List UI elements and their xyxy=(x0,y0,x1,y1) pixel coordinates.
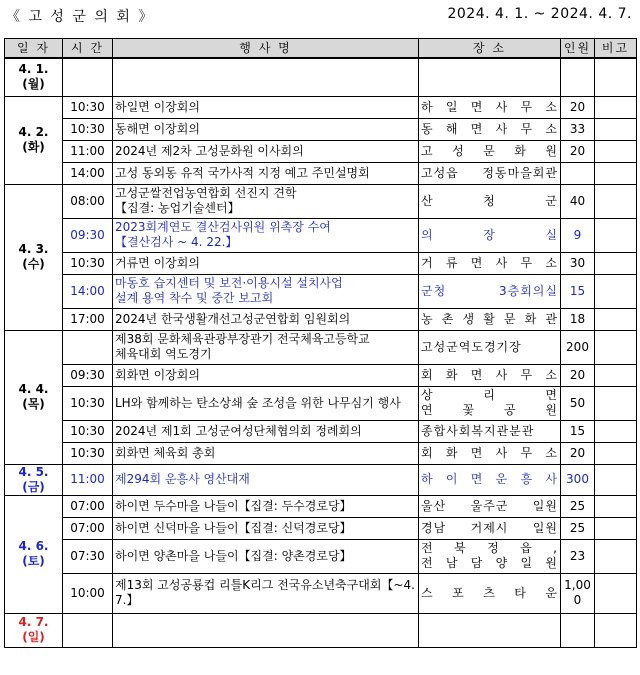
column-header-count: 인원 xyxy=(561,39,595,59)
count-cell: 33 xyxy=(561,118,595,140)
event-cell: 제294회 운흥사 영산대재 xyxy=(113,464,419,495)
event-cell: 하이면 양촌마을 나들이【집결: 양촌경로당】 xyxy=(113,539,419,573)
count-cell: 20 xyxy=(561,140,595,162)
event-cell: 2024년 제2차 고성문화원 이사회의 xyxy=(113,140,419,162)
count-cell: 20 xyxy=(561,364,595,386)
place-cell: 하 이 면 운 흥 사 xyxy=(419,464,561,495)
event-cell: 2024년 제1회 고성군여성단체협의회 정례회의 xyxy=(113,420,419,442)
column-header-note: 비고 xyxy=(595,39,637,59)
page-title: 《 고 성 군 의 회 》 xyxy=(6,9,155,25)
table-row xyxy=(5,118,637,140)
table-row xyxy=(5,613,637,647)
place-cell: 동 해 면 사 무 소 xyxy=(419,118,561,140)
event-cell: 마동호 습지센터 및 보전·이용시설 설치사업 설계 용역 착수 및 중간 보고회 xyxy=(113,274,419,308)
time-cell: 14:00 xyxy=(63,162,113,184)
place-cell: 고성군역도경기장 xyxy=(419,330,561,364)
note-cell xyxy=(595,517,637,539)
count-cell: 20 xyxy=(561,442,595,464)
time-cell xyxy=(63,58,113,96)
note-cell xyxy=(595,184,637,218)
place-cell: 울산 울주군 일원 xyxy=(419,495,561,517)
date-cell: 4. 7. (일) xyxy=(5,613,63,647)
table-row xyxy=(5,517,637,539)
place-cell: 산 청 군 xyxy=(419,184,561,218)
time-cell: 08:00 xyxy=(63,184,113,218)
place-cell: 하 일 면 사 무 소 xyxy=(419,96,561,118)
table-row xyxy=(5,464,637,495)
time-cell: 17:00 xyxy=(63,308,113,330)
table-row xyxy=(5,573,637,613)
event-cell: 하이면 신덕마을 나들이【집결: 신덕경로당】 xyxy=(113,517,419,539)
place-cell: 회 화 면 사 무 소 xyxy=(419,442,561,464)
column-header-event: 행 사 명 xyxy=(113,39,419,59)
table-row xyxy=(5,442,637,464)
count-cell: 20 xyxy=(561,96,595,118)
table-row xyxy=(5,218,637,252)
note-cell xyxy=(595,464,637,495)
count-cell: 15 xyxy=(561,420,595,442)
count-cell: 15 xyxy=(561,274,595,308)
place-cell: 의 장 실 xyxy=(419,218,561,252)
place-cell: 종합사회복지관분관 xyxy=(419,420,561,442)
event-cell: 고성 동외동 유적 국가사적 지정 예고 주민설명회 xyxy=(113,162,419,184)
table-row xyxy=(5,162,637,184)
place-cell: 스 포 츠 타 운 xyxy=(419,573,561,613)
time-cell xyxy=(63,330,113,364)
time-cell: 10:30 xyxy=(63,386,113,420)
time-cell: 07:30 xyxy=(63,539,113,573)
count-cell: 50 xyxy=(561,386,595,420)
date-cell: 4. 1. (월) xyxy=(5,58,63,96)
place-cell: 고성읍 정동마을회관 xyxy=(419,162,561,184)
table-row xyxy=(5,140,637,162)
event-cell: LH와 함께하는 탄소상쇄 숲 조성을 위한 나무심기 행사 xyxy=(113,386,419,420)
place-cell xyxy=(419,58,561,96)
note-cell xyxy=(595,96,637,118)
note-cell xyxy=(595,420,637,442)
table-row xyxy=(5,274,637,308)
time-cell: 09:30 xyxy=(63,218,113,252)
date-cell: 4. 6. (토) xyxy=(5,495,63,613)
table-row xyxy=(5,495,637,517)
note-cell xyxy=(595,308,637,330)
place-cell: 회 화 면 사 무 소 xyxy=(419,364,561,386)
note-cell xyxy=(595,539,637,573)
table-row xyxy=(5,539,637,573)
date-cell: 4. 5. (금) xyxy=(5,464,63,495)
table-row xyxy=(5,308,637,330)
place-cell: 거 류 면 사 무 소 xyxy=(419,252,561,274)
time-cell: 11:00 xyxy=(63,464,113,495)
note-cell xyxy=(595,58,637,96)
count-cell xyxy=(561,613,595,647)
event-cell: 하일면 이장회의 xyxy=(113,96,419,118)
column-header-place: 장 소 xyxy=(419,39,561,59)
time-cell: 09:30 xyxy=(63,364,113,386)
note-cell xyxy=(595,613,637,647)
place-cell: 상 리 면 연 꽃 공 원 xyxy=(419,386,561,420)
event-cell: 고성군쌀전업농연합회 선진지 견학 【집결: 농업기술센터】 xyxy=(113,184,419,218)
place-cell: 경남 거제시 일원 xyxy=(419,517,561,539)
event-cell: 제13회 고성공룡컵 리틀K리그 전국유소년축구대회【~4. 7.】 xyxy=(113,573,419,613)
time-cell xyxy=(63,613,113,647)
event-cell: 2024년 한국생활개선고성군연합회 임원회의 xyxy=(113,308,419,330)
table-row xyxy=(5,96,637,118)
table-row xyxy=(5,252,637,274)
note-cell xyxy=(595,252,637,274)
table-row xyxy=(5,184,637,218)
column-header-date: 일 자 xyxy=(5,39,63,59)
time-cell: 14:00 xyxy=(63,274,113,308)
count-cell: 200 xyxy=(561,330,595,364)
schedule-table xyxy=(4,38,637,648)
note-cell xyxy=(595,386,637,420)
event-cell: 동해면 이장회의 xyxy=(113,118,419,140)
event-cell: 하이면 두수마을 나들이【집결: 두수경로당】 xyxy=(113,495,419,517)
count-cell: 40 xyxy=(561,184,595,218)
event-cell: 회화면 이장회의 xyxy=(113,364,419,386)
place-cell: 전 북 정 읍 , 전 남 담 양 일 원 xyxy=(419,539,561,573)
event-cell: 제38회 문화체육관광부장관기 전국체육고등학교 체육대회 역도경기 xyxy=(113,330,419,364)
note-cell xyxy=(595,442,637,464)
note-cell xyxy=(595,218,637,252)
table-row xyxy=(5,58,637,96)
place-cell: 농 촌 생 활 문 화 관 xyxy=(419,308,561,330)
table-row xyxy=(5,364,637,386)
event-cell xyxy=(113,613,419,647)
note-cell xyxy=(595,162,637,184)
event-cell: 거류면 이장회의 xyxy=(113,252,419,274)
table-row xyxy=(5,330,637,364)
time-cell: 11:00 xyxy=(63,140,113,162)
time-cell: 10:30 xyxy=(63,420,113,442)
table-row xyxy=(5,420,637,442)
event-cell xyxy=(113,58,419,96)
date-cell: 4. 2. (화) xyxy=(5,96,63,184)
count-cell: 25 xyxy=(561,495,595,517)
date-cell: 4. 4. (목) xyxy=(5,330,63,464)
place-cell: 고 성 문 화 원 xyxy=(419,140,561,162)
count-cell xyxy=(561,162,595,184)
count-cell: 300 xyxy=(561,464,595,495)
note-cell xyxy=(595,573,637,613)
note-cell xyxy=(595,364,637,386)
date-range: 2024. 4. 1. ~ 2024. 4. 7. xyxy=(447,6,632,22)
header xyxy=(0,0,640,30)
note-cell xyxy=(595,118,637,140)
note-cell xyxy=(595,330,637,364)
count-cell xyxy=(561,58,595,96)
count-cell: 9 xyxy=(561,218,595,252)
time-cell: 10:00 xyxy=(63,573,113,613)
event-cell: 회화면 체육회 총회 xyxy=(113,442,419,464)
time-cell: 10:30 xyxy=(63,252,113,274)
time-cell: 10:30 xyxy=(63,96,113,118)
count-cell: 1,00 0 xyxy=(561,573,595,613)
count-cell: 25 xyxy=(561,517,595,539)
note-cell xyxy=(595,140,637,162)
count-cell: 18 xyxy=(561,308,595,330)
count-cell: 30 xyxy=(561,252,595,274)
time-cell: 07:00 xyxy=(63,517,113,539)
place-cell: 군청 3층회의실 xyxy=(419,274,561,308)
header-row xyxy=(5,39,637,59)
column-header-time: 시 간 xyxy=(63,39,113,59)
time-cell: 10:30 xyxy=(63,118,113,140)
date-cell: 4. 3. (수) xyxy=(5,184,63,330)
note-cell xyxy=(595,495,637,517)
time-cell: 07:00 xyxy=(63,495,113,517)
table-row xyxy=(5,386,637,420)
schedule-body xyxy=(5,58,637,647)
time-cell: 10:30 xyxy=(63,442,113,464)
place-cell xyxy=(419,613,561,647)
note-cell xyxy=(595,274,637,308)
event-cell: 2023회계연도 결산검사위원 위촉장 수여 【결산검사 ~ 4. 22.】 xyxy=(113,218,419,252)
count-cell: 23 xyxy=(561,539,595,573)
